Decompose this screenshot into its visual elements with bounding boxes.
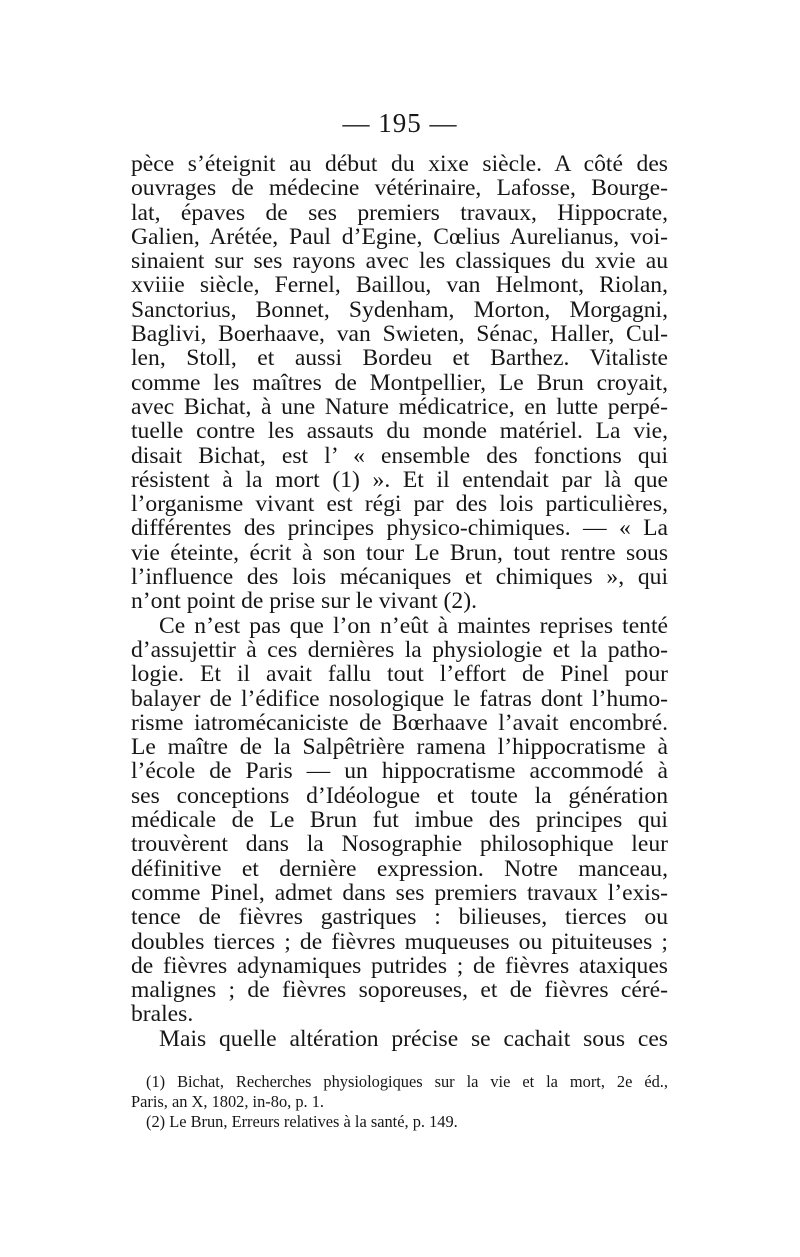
text-line: lat, épaves de ses premiers travaux, Hippocrate, <box>131 199 668 226</box>
text-line: xviiie siècle, Fernel, Baillou, van Helmont, Riolan, <box>131 272 668 299</box>
body-text <box>131 152 668 1051</box>
text-line: Baglivi, Boerhaave, van Swieten, Sénac, Haller, Cul- <box>131 321 668 348</box>
footnote-1: (1) Bichat, Recherches physiologiques sur la vie et la mort, 2e éd., <box>146 1072 668 1091</box>
text-line: définitive et dernière expression. Notre manceau, <box>131 855 668 882</box>
footnote-1-continuation: Paris, an X, 1802, in-8o, p. 1. <box>131 1092 325 1111</box>
text-line: tuelle contre les assauts du monde matériel. La vie, <box>131 418 668 445</box>
text-line: avec Bichat, à une Nature médicatrice, en lutte perpé- <box>131 393 668 420</box>
text-line: logie. Et il avait fallu tout l’effort de Pinel pour <box>131 661 668 688</box>
text-line: Le maître de la Salpêtrière ramena l’hippocratisme à <box>131 734 668 761</box>
text-line: balayer de l’édifice nosologique le fatras dont l’humo- <box>131 685 668 712</box>
text-line: Galien, Arétée, Paul d’Egine, Cœlius Aurelianus, voi- <box>131 223 668 250</box>
text-line: l’organisme vivant est régi par des lois particulières, <box>131 491 668 518</box>
text-line: Ce n’est pas que l’on n’eût à maintes reprises tenté <box>159 612 668 639</box>
text-line: l’influence des lois mécaniques et chimiques », qui <box>131 564 668 591</box>
text-line: Sanctorius, Bonnet, Sydenham, Morton, Morgagni, <box>131 296 668 323</box>
text-line: risme iatromécaniciste de Bœrhaave l’avait encombré. <box>131 709 668 736</box>
text-line: sinaient sur ses rayons avec les classiques du xvie au <box>131 248 668 275</box>
text-line: différentes des principes physico-chimiques. — « La <box>131 515 668 542</box>
footnote-2: (2) Le Brun, Erreurs relatives à la santé, p. 149. <box>146 1112 458 1131</box>
text-line: n’ont point de prise sur le vivant (2). <box>131 588 477 615</box>
text-line: ouvrages de médecine vétérinaire, Lafosse, Bourge- <box>131 175 668 202</box>
text-line: d’assujettir à ces dernières la physiologie et la patho- <box>131 636 668 663</box>
text-line: médicale de Le Brun fut imbue des principes qui <box>131 807 668 834</box>
text-line: brales. <box>131 1001 194 1028</box>
text-line: résistent à la mort (1) ». Et il entendait par là que <box>131 466 668 493</box>
page-number: — 195 — <box>342 108 458 138</box>
text-line: malignes ; de fièvres soporeuses, et de fièvres céré- <box>131 977 668 1004</box>
footnotes <box>131 1072 668 1132</box>
text-line: vie éteinte, écrit à son tour Le Brun, tout rentre sous <box>131 539 668 566</box>
text-line: comme Pinel, admet dans ses premiers travaux l’exis- <box>131 879 668 906</box>
text-line: trouvèrent dans la Nosographie philosophique leur <box>131 831 668 858</box>
text-line: comme les maîtres de Montpellier, Le Brun croyait, <box>131 369 668 396</box>
text-line: len, Stoll, et aussi Bordeu et Barthez. Vitaliste <box>131 345 668 372</box>
text-line: tence de fièvres gastriques : bilieuses, tierces ou <box>131 904 668 931</box>
text-line: pèce s’éteignit au début du xixe siècle. A côté des <box>131 151 668 177</box>
text-line: disait Bichat, est l’ « ensemble des fonctions qui <box>131 442 668 469</box>
text-line: doubles tierces ; de fièvres muqueuses ou pituiteuses ; <box>131 928 668 955</box>
text-line: l’école de Paris — un hippocratisme accommodé à <box>131 758 668 785</box>
text-line: ses conceptions d’Idéologue et toute la génération <box>131 782 668 809</box>
text-line: Mais quelle altération précise se cachait sous ces <box>159 1025 668 1052</box>
text-line: de fièvres adynamiques putrides ; de fièvres ataxiques <box>131 952 668 979</box>
